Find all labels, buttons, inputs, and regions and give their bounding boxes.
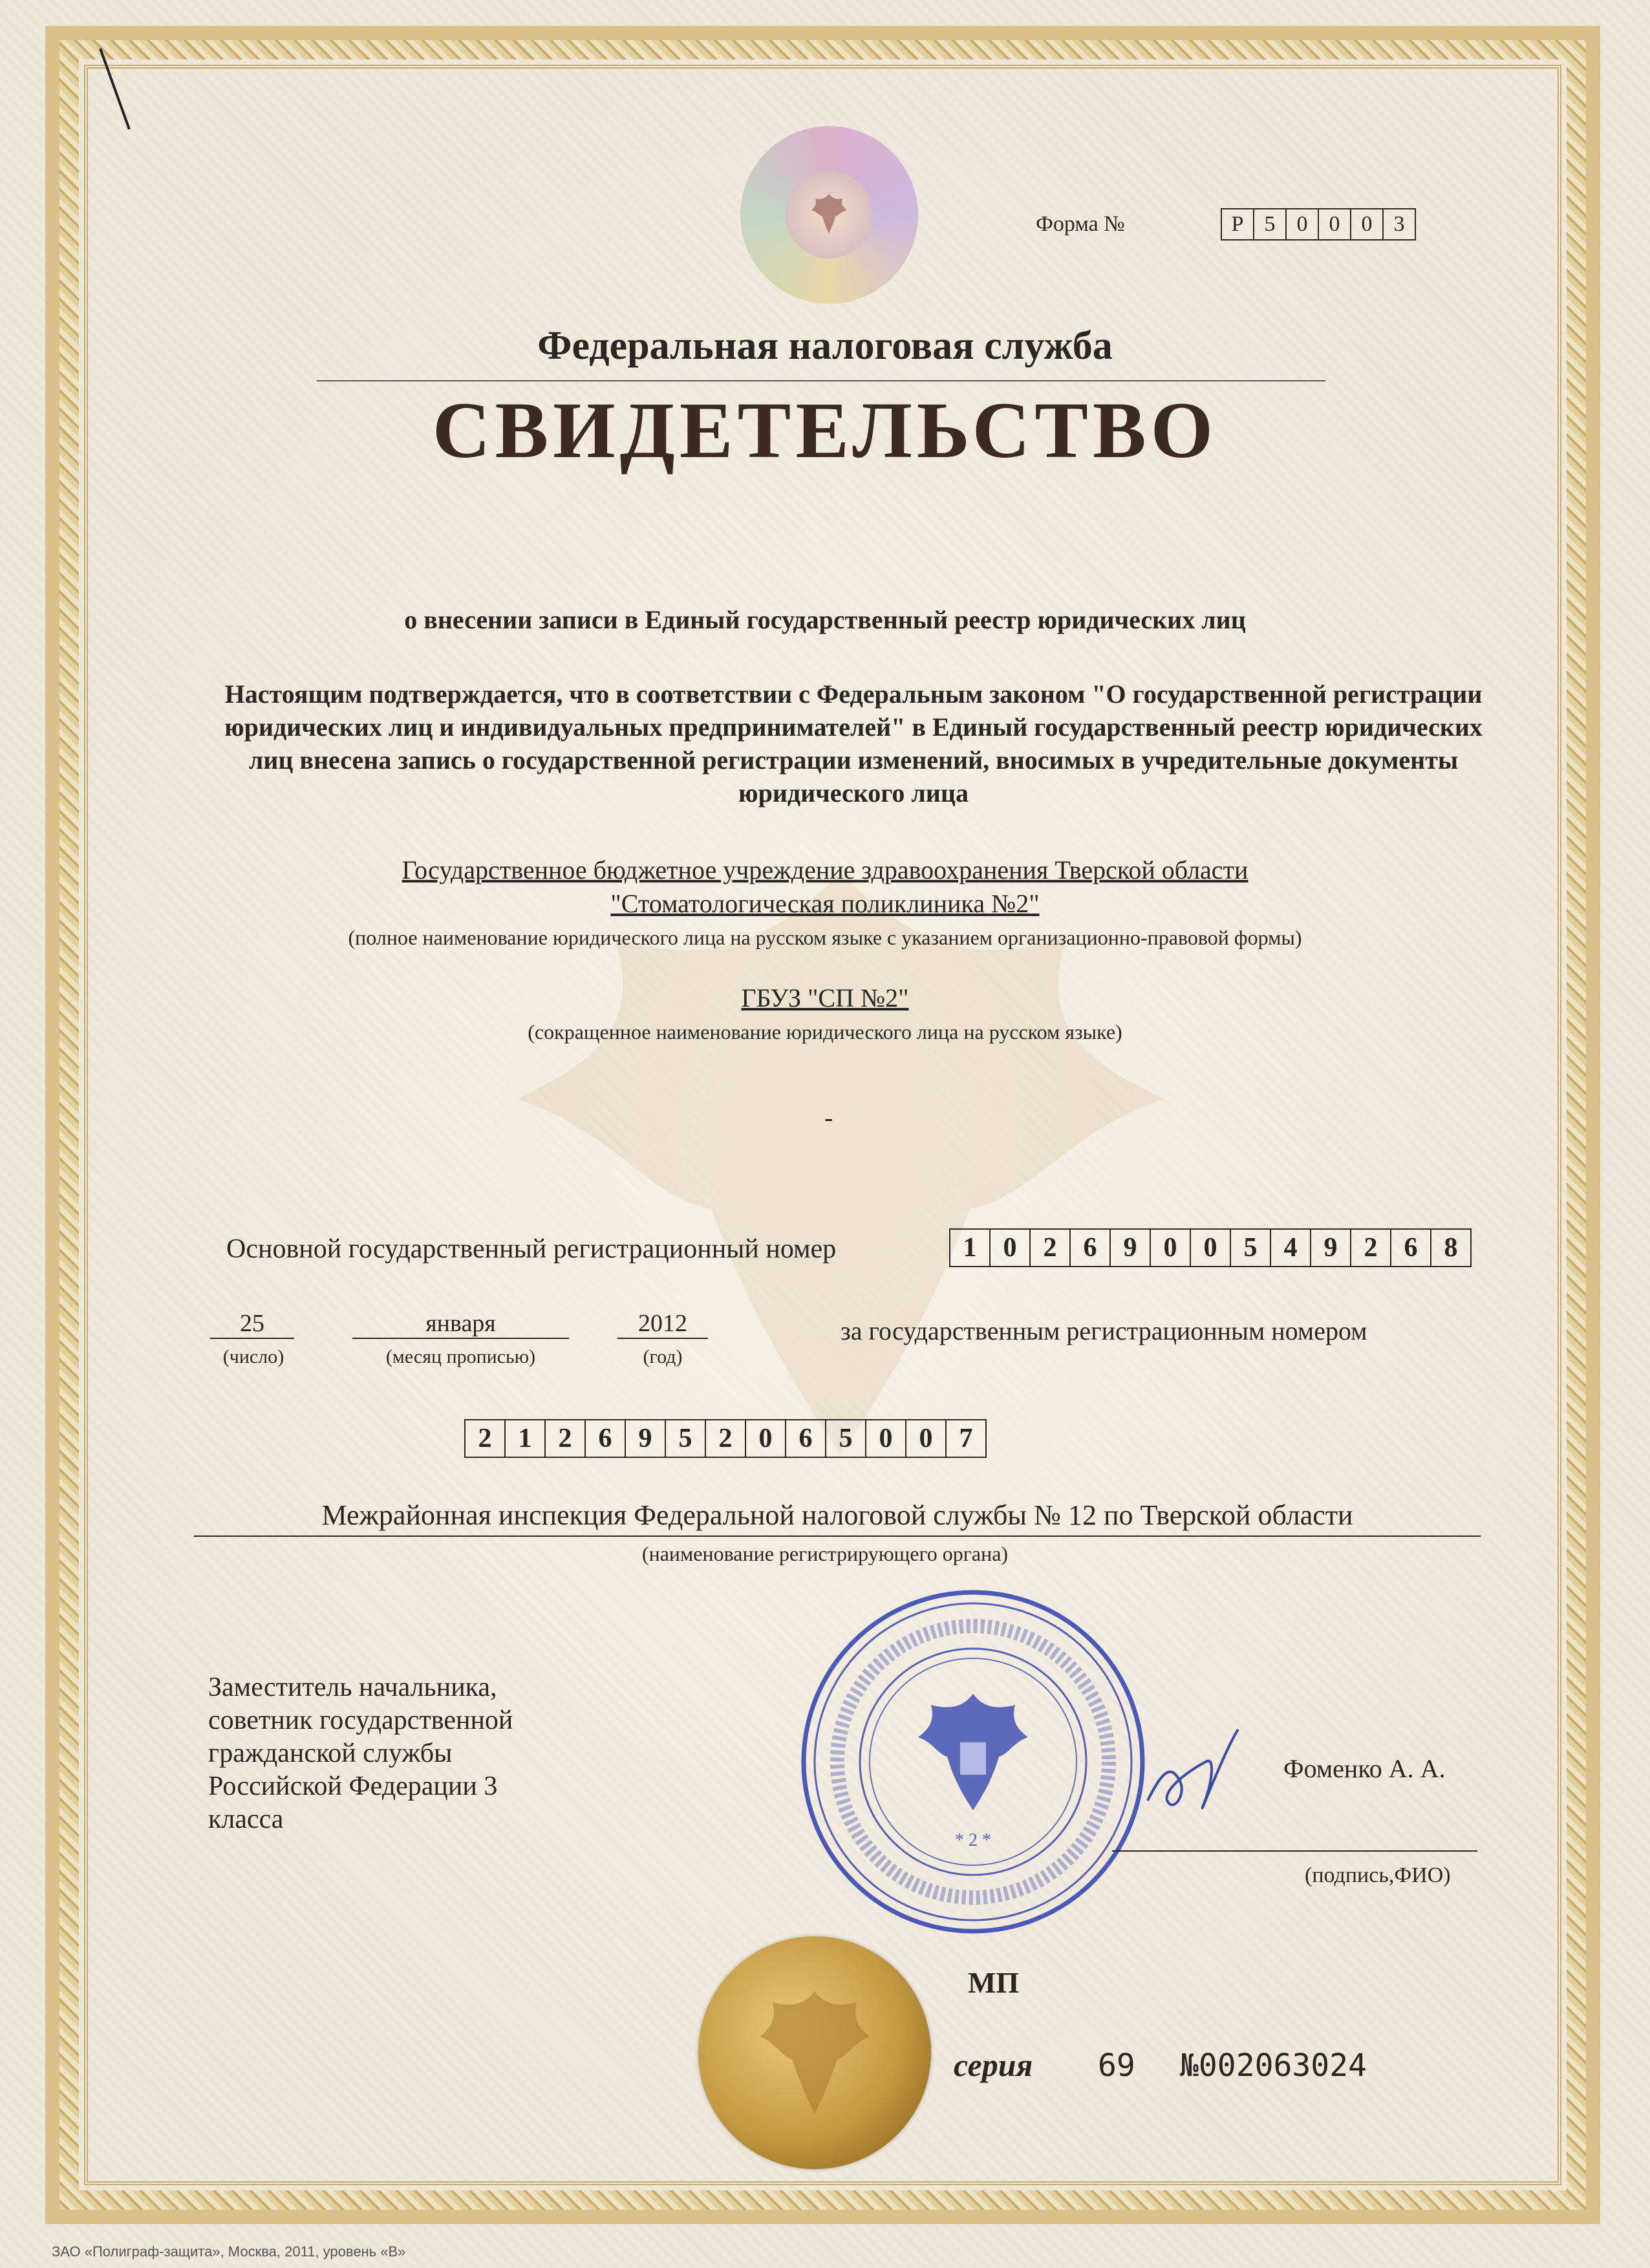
form-code-char: 0 xyxy=(1350,208,1384,241)
orgn-digit: 1 xyxy=(949,1228,991,1267)
orgn-digit: 0 xyxy=(989,1228,1031,1267)
document-title: СВИДЕТЕЛЬСТВО xyxy=(432,386,1218,475)
blank-number: №002063024 xyxy=(1180,2048,1367,2084)
grn-digit: 6 xyxy=(584,1419,626,1458)
orgn-digit: 2 xyxy=(1350,1228,1391,1267)
grn-digit: 2 xyxy=(544,1419,586,1458)
date-year-caption: (год) xyxy=(643,1346,683,1367)
grn-digit: 1 xyxy=(504,1419,546,1458)
grn-digit: 5 xyxy=(665,1419,706,1458)
form-code-char: 5 xyxy=(1253,208,1287,241)
full-name-line1: Государственное бюджетное учреждение здравоохранения Тверской области xyxy=(402,855,1248,884)
pen-mark xyxy=(97,45,136,136)
date-year: 2012 xyxy=(617,1309,708,1339)
signature-line xyxy=(1112,1850,1477,1852)
form-code-boxes xyxy=(1222,208,1416,241)
form-code-char: 0 xyxy=(1318,208,1351,241)
orgn-digit: 9 xyxy=(1109,1228,1151,1267)
grn-digit: 2 xyxy=(464,1419,506,1458)
grn-digit: 5 xyxy=(825,1419,866,1458)
orgn-digit: 0 xyxy=(1150,1228,1191,1267)
position-line: Заместитель начальника, xyxy=(208,1673,497,1702)
grn-digit: 0 xyxy=(865,1419,906,1458)
seal-place-label: МП xyxy=(968,1966,1020,1999)
official-stamp-icon xyxy=(798,1587,1148,1936)
full-name-caption: (полное наименование юридического лица на русском языке с указанием организационно-правовой формы) xyxy=(348,926,1302,949)
empty-field-dash: - xyxy=(824,1103,833,1132)
grn-digit: 9 xyxy=(625,1419,666,1458)
registering-authority-caption: (наименование регистрирующего органа) xyxy=(641,1542,1009,1565)
form-code-char: 0 xyxy=(1285,208,1319,241)
confirmation-paragraph: Настоящим подтверждается, что в соответствии с Федеральным законом "О государственной регистрации юридических лиц и индивидуальных предпринимателей" в Единый государственный реестр юридических лиц внесена запись о государственной регистрации изменений, вносимых в учредительные документы юридического лица xyxy=(224,679,1483,808)
divider xyxy=(317,380,1325,381)
series-label: серия xyxy=(954,2047,1033,2083)
grn-digit: 0 xyxy=(905,1419,947,1458)
orgn-digit: 6 xyxy=(1069,1228,1111,1267)
orgn-digit: 4 xyxy=(1270,1228,1311,1267)
svg-text:* 2 *: * 2 * xyxy=(955,1830,991,1850)
orgn-digit: 0 xyxy=(1190,1228,1231,1267)
grn-boxes xyxy=(466,1419,987,1458)
grn-digit: 7 xyxy=(945,1419,987,1458)
date-month-caption: (месяц прописью) xyxy=(385,1346,536,1367)
full-name-line2: "Стоматологическая поликлиника №2" xyxy=(610,889,1040,918)
full-name-block xyxy=(0,853,1650,1049)
position-line: советник государственной xyxy=(208,1706,513,1735)
orgn-digit: 8 xyxy=(1430,1228,1472,1267)
form-code-char: 3 xyxy=(1382,208,1416,241)
form-code-char: Р xyxy=(1221,208,1254,241)
signatory-fio: Фоменко А. А. xyxy=(1283,1754,1446,1783)
printer-note: ЗАО «Полиграф-защита», Москва, 2011, уровень «В» xyxy=(52,2243,406,2260)
short-name-caption: (сокращенное наименование юридического лица на русском языке) xyxy=(528,1020,1122,1043)
service-name: Федеральная налоговая служба xyxy=(537,324,1113,368)
gold-seal-icon xyxy=(698,1936,931,2169)
orgn-label: Основной государственный регистрационный номер xyxy=(226,1234,837,1264)
grn-digit: 2 xyxy=(705,1419,746,1458)
hologram-emblem-icon xyxy=(740,126,918,304)
orgn-digit: 2 xyxy=(1029,1228,1071,1267)
grn-digit: 6 xyxy=(785,1419,826,1458)
signature-caption: (подпись,ФИО) xyxy=(1305,1863,1451,1887)
orgn-digit: 5 xyxy=(1230,1228,1271,1267)
grn-label: за государственным регистрационным номером xyxy=(841,1316,1367,1345)
position-line: Российской Федерации 3 xyxy=(208,1771,498,1801)
document-subtitle: о внесении записи в Единый государственный реестр юридических лиц xyxy=(404,605,1246,634)
signatory-position xyxy=(208,1671,513,1836)
series-value: 69 xyxy=(1098,2048,1135,2084)
registering-authority: Межрайонная инспекция Федеральной налоговой службы № 12 по Тверской области xyxy=(194,1499,1481,1537)
position-line: класса xyxy=(208,1804,284,1834)
date-day: 25 xyxy=(210,1309,294,1339)
form-label: Форма № xyxy=(1036,212,1125,236)
date-day-caption: (число) xyxy=(222,1346,284,1367)
orgn-digit: 9 xyxy=(1310,1228,1351,1267)
handwritten-signature-icon xyxy=(1135,1723,1245,1833)
orgn-digit: 6 xyxy=(1390,1228,1431,1267)
grn-digit: 0 xyxy=(745,1419,786,1458)
position-line: гражданской службы xyxy=(208,1738,453,1768)
date-month: января xyxy=(352,1309,569,1339)
short-name: ГБУЗ "СП №2" xyxy=(741,983,909,1012)
orgn-boxes xyxy=(950,1228,1472,1267)
